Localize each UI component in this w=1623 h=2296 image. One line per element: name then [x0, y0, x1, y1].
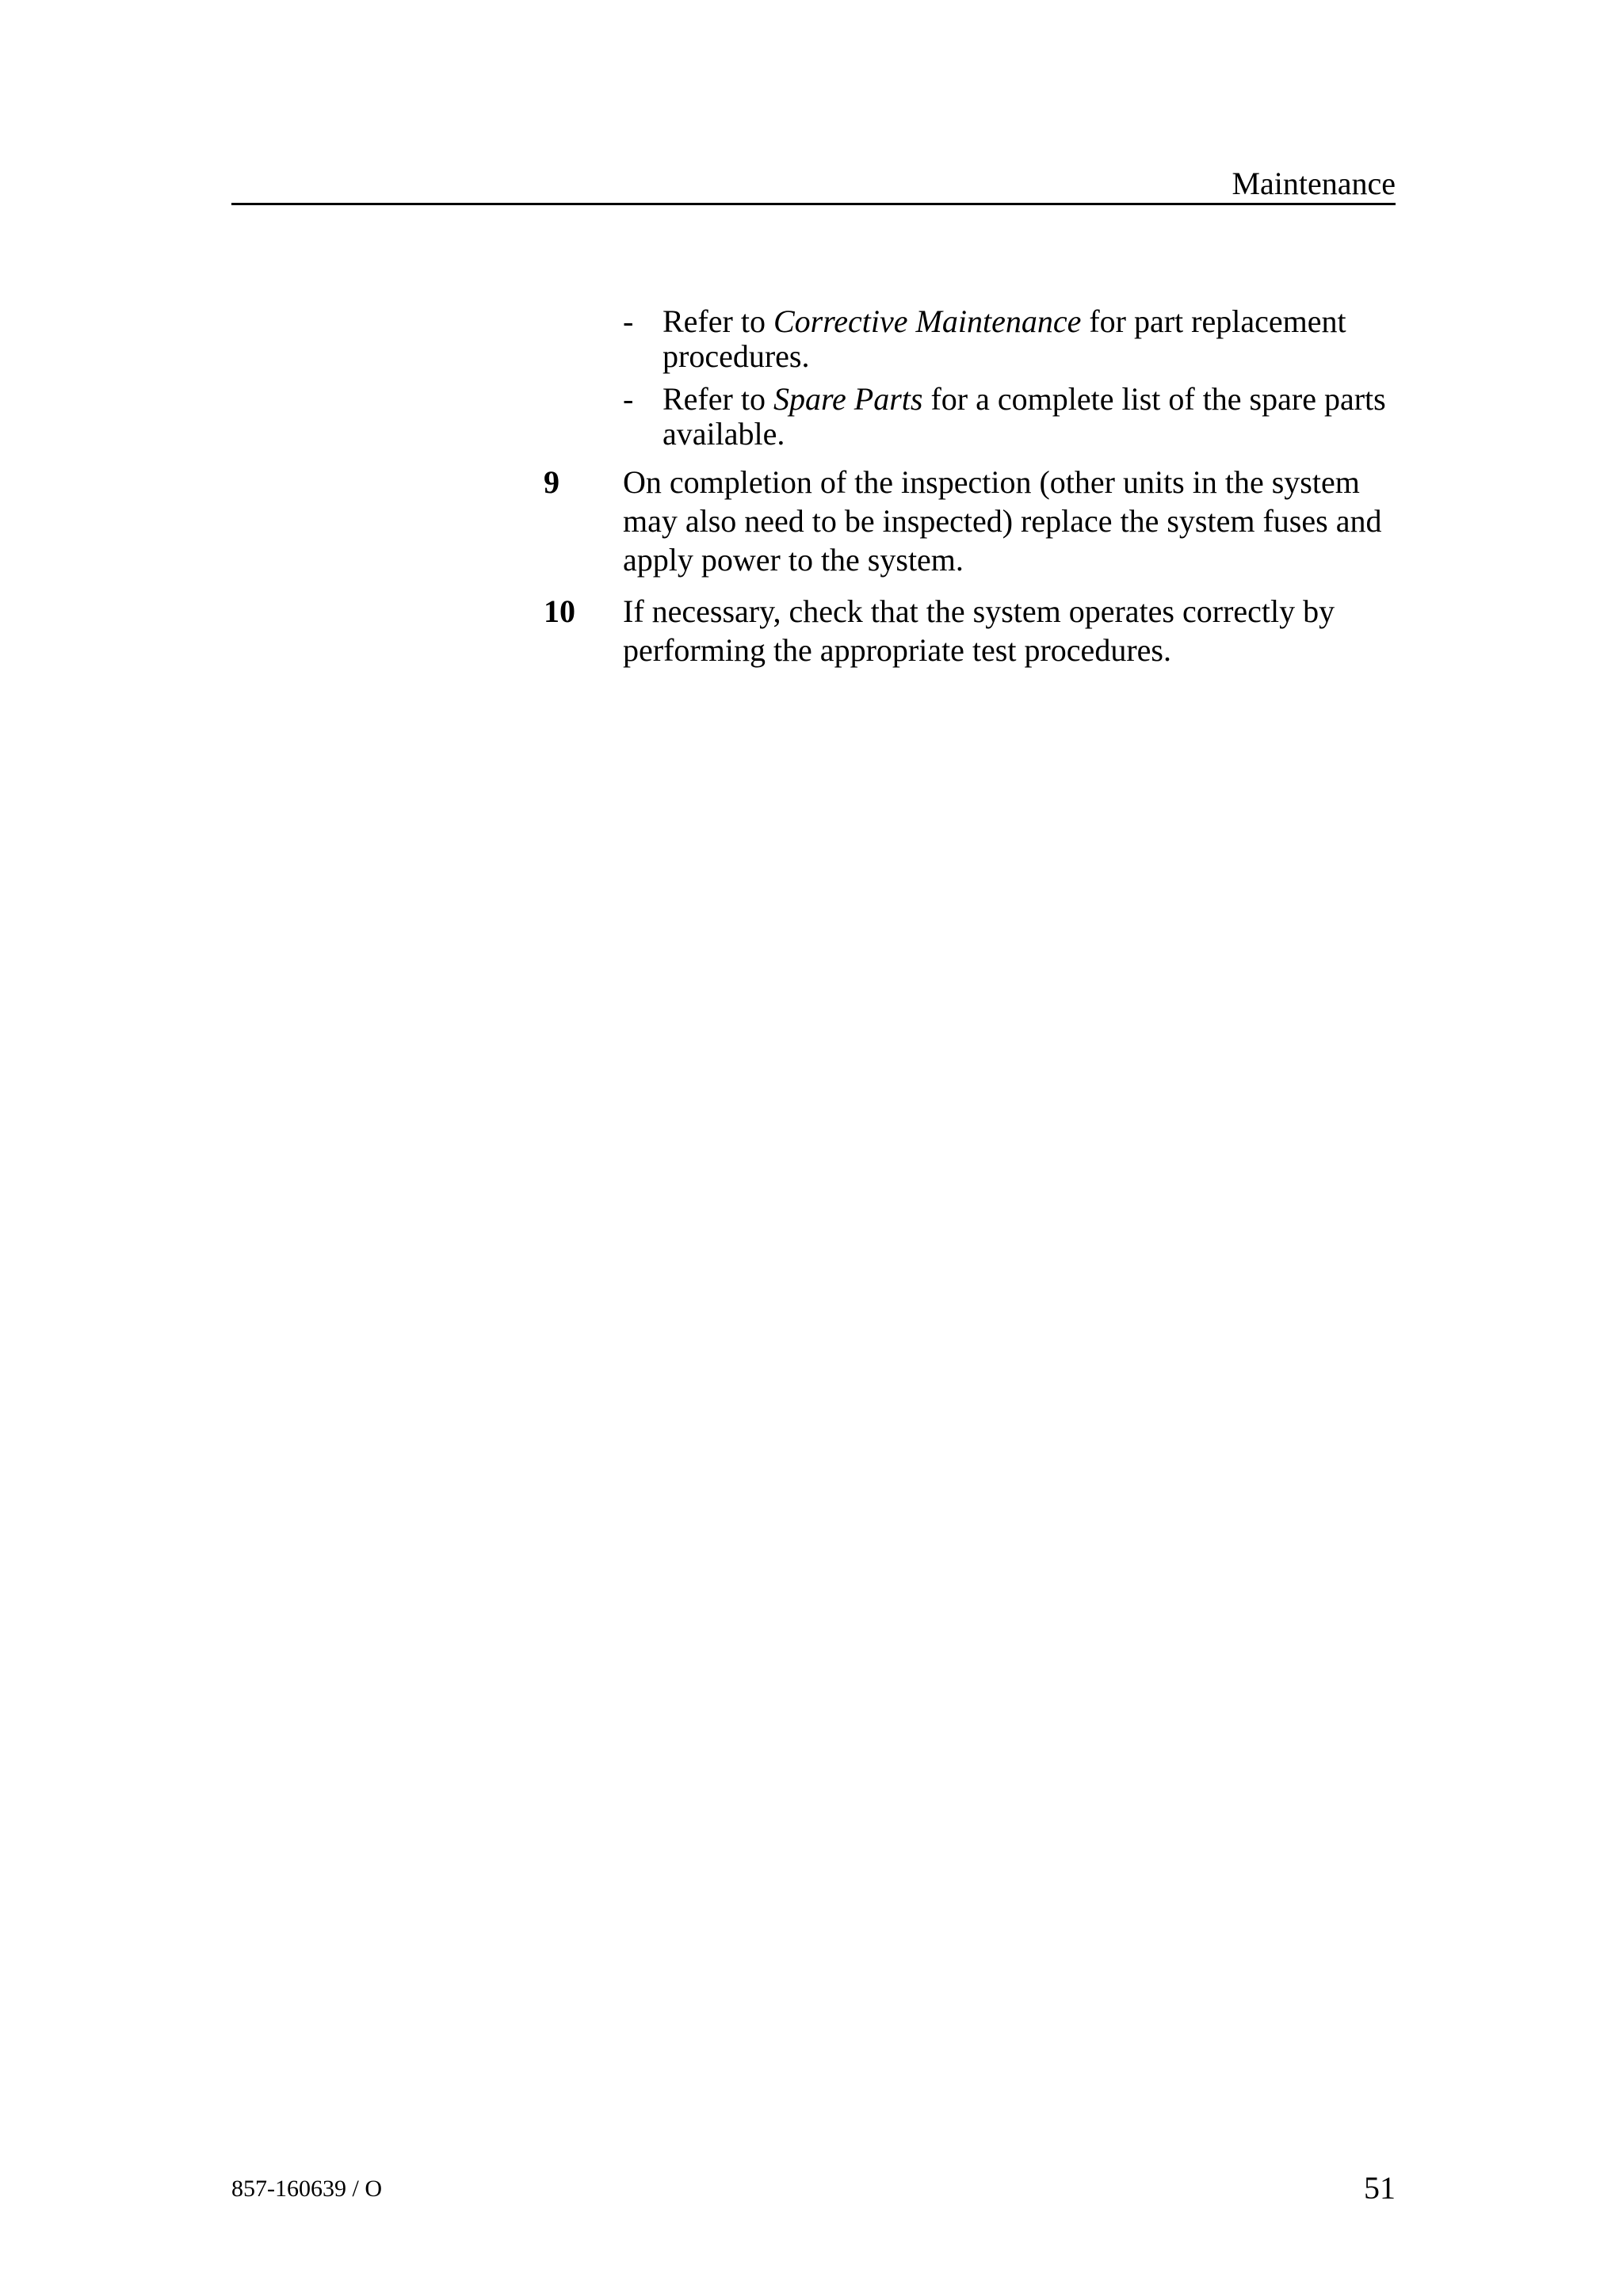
step-text: On completion of the inspection (other units in the system may also need to be inspected) replace the system fuses and apply power to the system.	[623, 464, 1382, 578]
sub-item-text-after: for part replacement procedures.	[663, 303, 1346, 374]
dash-bullet: -	[623, 303, 634, 339]
page-header	[231, 155, 1396, 205]
document-code: 857-160639 / O	[231, 2176, 382, 2202]
step-text: If necessary, check that the system operates correctly by performing the appropriate test procedures.	[623, 593, 1335, 668]
sub-item-text-after: for a complete list of the spare parts available.	[663, 381, 1386, 452]
sub-item-spare-parts	[544, 382, 1407, 452]
dash-bullet: -	[623, 381, 634, 417]
section-title: Maintenance	[1232, 166, 1396, 201]
step-number: 9	[544, 464, 559, 500]
cross-reference-spare-parts: Spare Parts	[773, 381, 923, 417]
procedure-step-10	[544, 592, 1407, 669]
procedure-content	[544, 304, 1407, 669]
step-number: 10	[544, 593, 575, 629]
procedure-step-9	[544, 463, 1407, 579]
sub-item-text-before: Refer to	[663, 381, 773, 417]
sub-item-text	[663, 304, 1407, 374]
sub-item-text	[663, 382, 1407, 452]
sub-item-text-before: Refer to	[663, 303, 773, 339]
sub-item-corrective-maintenance	[544, 304, 1407, 374]
page-number: 51	[1364, 2170, 1396, 2206]
cross-reference-corrective-maintenance: Corrective Maintenance	[773, 303, 1082, 339]
